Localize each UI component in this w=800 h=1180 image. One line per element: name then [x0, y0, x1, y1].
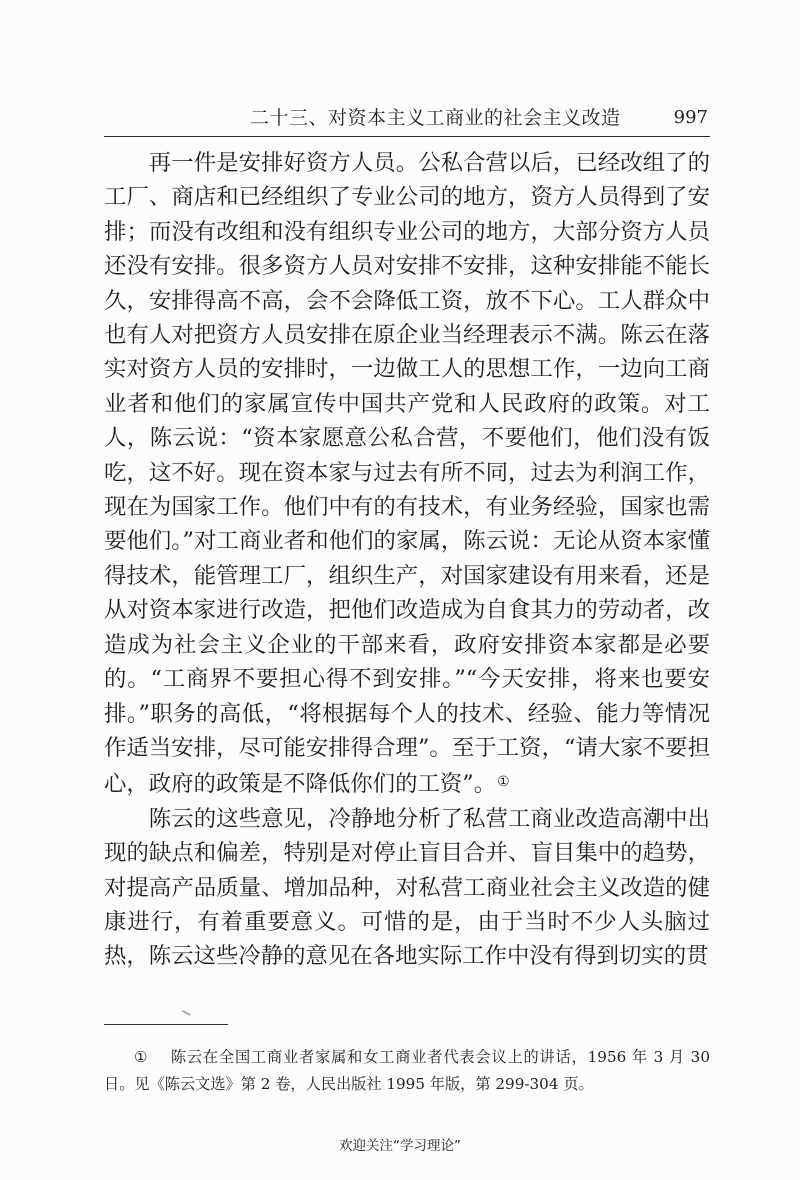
paragraph-2: 陈云的这些意见，冷静地分析了私营工商业改造高潮中出现的缺点和偏差，特别是对停止盲目合并、盲目集中的趋势，对提高产品质量、增加品种，对私营工商业社会主义改造的健康进行，有着重要意义。可惜的是，由于当时不少人头脑过热，陈云这些冷静的意见在各地实际工作中没有得到切实的贯 — [104, 805, 710, 970]
running-header — [104, 104, 710, 134]
footnote — [104, 1044, 710, 1098]
footnote-text: 陈云在全国工商业者家属和女工商业者代表会议上的讲话，1956 年 3 月 30 日。见《陈云文选》第 2 卷，人民出版社 1995 年版，第 299-304 页。 — [104, 1048, 710, 1093]
bottom-notice: 欢迎关注“学习理论” — [339, 1138, 461, 1154]
page-number: 997 — [673, 107, 708, 128]
footnote-mark: ① — [134, 1048, 148, 1066]
body-text — [104, 146, 710, 974]
footnote-reference: ① — [497, 774, 510, 791]
header-rule — [104, 136, 710, 137]
scan-artifact — [182, 1010, 191, 1016]
running-title: 二十三、对资本主义工商业的社会主义改造 — [250, 107, 621, 129]
paragraph-1-text: 再一件是安排好资方人员。公私合营以后，已经改组了的工厂、商店和已经组织了专业公司的地方，资方人员得到了安排；而没有改组和没有组织专业公司的地方，大部分资方人员还没有安排。很多资方人员对安排不安排，这种安排能不能长久，安排得高不高，会不会降低工资，放不下心。工人群众中也有人对把资方人员安排在原企业当经理表示不满。陈云在落实对资方人员的安排时，一边做工人的思想工作，一边向工商业者和他们的家属宣传中国共产党和人民政府的政策。对工人，陈云说：“资本家愿意公私合营，不要他们，他们没有饭吃，这不好。现在资本家与过去有所不同，过去为利润工作，现在为国家工作。他们中有的有技术，有业务经验，国家也需要他们。”对工商业者和他们的家属，陈云说：无论从资本家懂得技术，能管理工厂，组织生产，对国家建设有用来看，还是从对资本家进行改造，把他们改造成为自食其力的劳动者，改造成为社会主义企业的干部来看，政府安排资本家都是必要的。“工商界不要担心得不到安排。”“今天安排，将来也要安排。”职务的高低，“将根据每个人的技术、经验、能力等情况作适当安排，尽可能安排得合理”。至于工资，“请大家不要担心，政府的政策是不降低你们的工资”。 — [104, 150, 710, 798]
footnote-rule — [104, 1024, 228, 1025]
paragraph-1 — [104, 146, 710, 802]
